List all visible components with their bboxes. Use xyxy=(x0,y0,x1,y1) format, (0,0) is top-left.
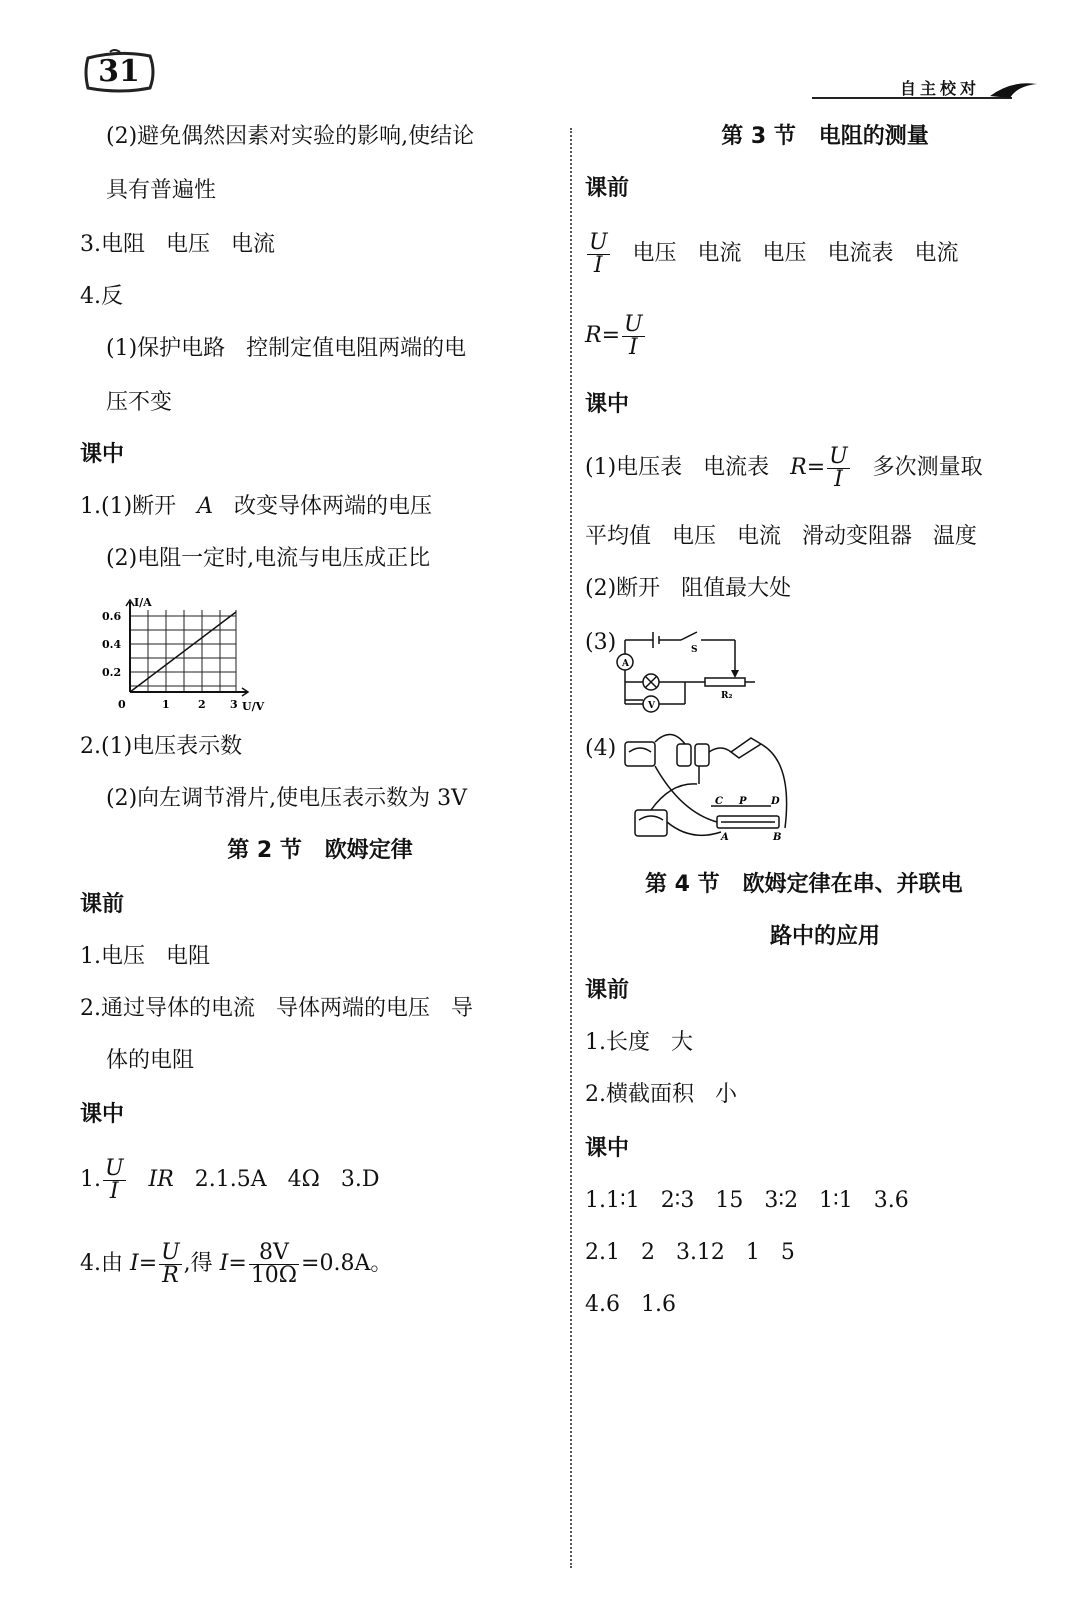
terminal-label: D xyxy=(771,796,780,807)
section-heading: 课中 xyxy=(80,1102,125,1127)
section-heading: 课中 xyxy=(80,442,125,467)
section-title: 第 4 节 欧姆定律在串、并联电 xyxy=(645,872,963,897)
section-title: 第 3 节 电阻的测量 xyxy=(721,124,929,149)
terminal-label: B xyxy=(773,832,782,843)
iu-graph xyxy=(98,596,298,714)
header-title: 自主校对 xyxy=(900,79,981,98)
text-line: 3.电阻 电压 电流 xyxy=(80,232,275,257)
formula-line: $\frac{U}{I}$ 电压 电流 电压 电流表 电流 xyxy=(589,229,959,278)
section-heading: 课前 xyxy=(585,978,630,1003)
page-number-badge xyxy=(80,48,158,96)
terminal-label: C xyxy=(715,796,723,807)
section-heading: 课前 xyxy=(80,892,125,917)
section-title: 第 2 节 欧姆定律 xyxy=(227,838,413,863)
formula-line: R= $\frac{U}{I}$ xyxy=(585,311,643,360)
text-line: (2)电阻一定时,电流与电压成正比 xyxy=(106,546,431,571)
x-tick: 3 xyxy=(230,698,238,711)
section-title: 路中的应用 xyxy=(769,924,880,949)
y-tick: 0.2 xyxy=(102,666,122,679)
text-line: (2)断开 阻值最大处 xyxy=(585,576,792,601)
y-tick: 0.4 xyxy=(102,638,122,651)
section-heading: 课前 xyxy=(585,176,630,201)
formula-line: 4.由 I= $\frac{U}{R}$ ,得 I= $\frac{8V}{10\Omega}$ =0.8A。 xyxy=(80,1239,393,1288)
text-line: 4.6 1.6 xyxy=(585,1292,676,1317)
text-line: 1.电压 电阻 xyxy=(80,944,210,969)
terminal-label: P xyxy=(739,796,747,807)
y-axis-label: I/A xyxy=(134,596,152,609)
x-axis-label: U/V xyxy=(242,700,265,713)
formula-line: 1. $\frac{U}{I}$ IR 2.1.5A 4Ω 3.D xyxy=(80,1155,380,1204)
text-line: (2)向左调节滑片,使电压表示数为 3V xyxy=(106,786,468,811)
section-heading: 课中 xyxy=(585,392,630,417)
text-line: 2.横截面积 小 xyxy=(585,1082,737,1107)
y-tick: 0.6 xyxy=(102,610,122,623)
rheostat-label: R₂ xyxy=(721,691,733,701)
text-line: (3) xyxy=(585,630,617,655)
page-number: 31 xyxy=(98,54,140,89)
terminal-label: A xyxy=(721,832,729,843)
apparatus-sketch xyxy=(621,722,801,844)
section-heading: 课中 xyxy=(585,1136,630,1161)
circuit-diagram xyxy=(615,626,765,718)
voltmeter-label: V xyxy=(648,701,655,711)
text-line: (1)保护电路 控制定值电阻两端的电 xyxy=(106,336,467,361)
text-line: 4.反 xyxy=(80,284,123,309)
x-tick: 1 xyxy=(162,698,170,711)
x-tick: 2 xyxy=(198,698,206,711)
text-line: (2)避免偶然因素对实验的影响,使结论 xyxy=(106,124,475,149)
text-line: 1.1∶1 2∶3 15 3∶2 1∶1 3.6 xyxy=(585,1188,909,1213)
header-title-block xyxy=(812,72,1062,106)
ammeter-label: A xyxy=(622,659,629,669)
text-line: 压不变 xyxy=(106,390,173,415)
text-line: 具有普遍性 xyxy=(106,178,217,203)
text-line: 平均值 电压 电流 滑动变阻器 温度 xyxy=(585,524,977,549)
text-line: 1.长度 大 xyxy=(585,1030,693,1055)
text-line: 体的电阻 xyxy=(106,1048,195,1073)
switch-label: S xyxy=(691,645,698,655)
text-line: 2.通过导体的电流 导体两端的电压 导 xyxy=(80,996,473,1021)
text-line: 1.(1)断开 A 改变导体两端的电压 xyxy=(80,494,433,519)
column-divider xyxy=(570,128,572,1568)
text-line: 2.1 2 3.12 1 5 xyxy=(585,1240,795,1265)
text-line: (4) xyxy=(585,736,617,761)
text-line: 2.(1)电压表示数 xyxy=(80,734,243,759)
formula-line: (1)电压表 电流表 R= $\frac{U}{I}$ 多次测量取 xyxy=(585,443,983,492)
x-tick: 0 xyxy=(118,698,126,711)
